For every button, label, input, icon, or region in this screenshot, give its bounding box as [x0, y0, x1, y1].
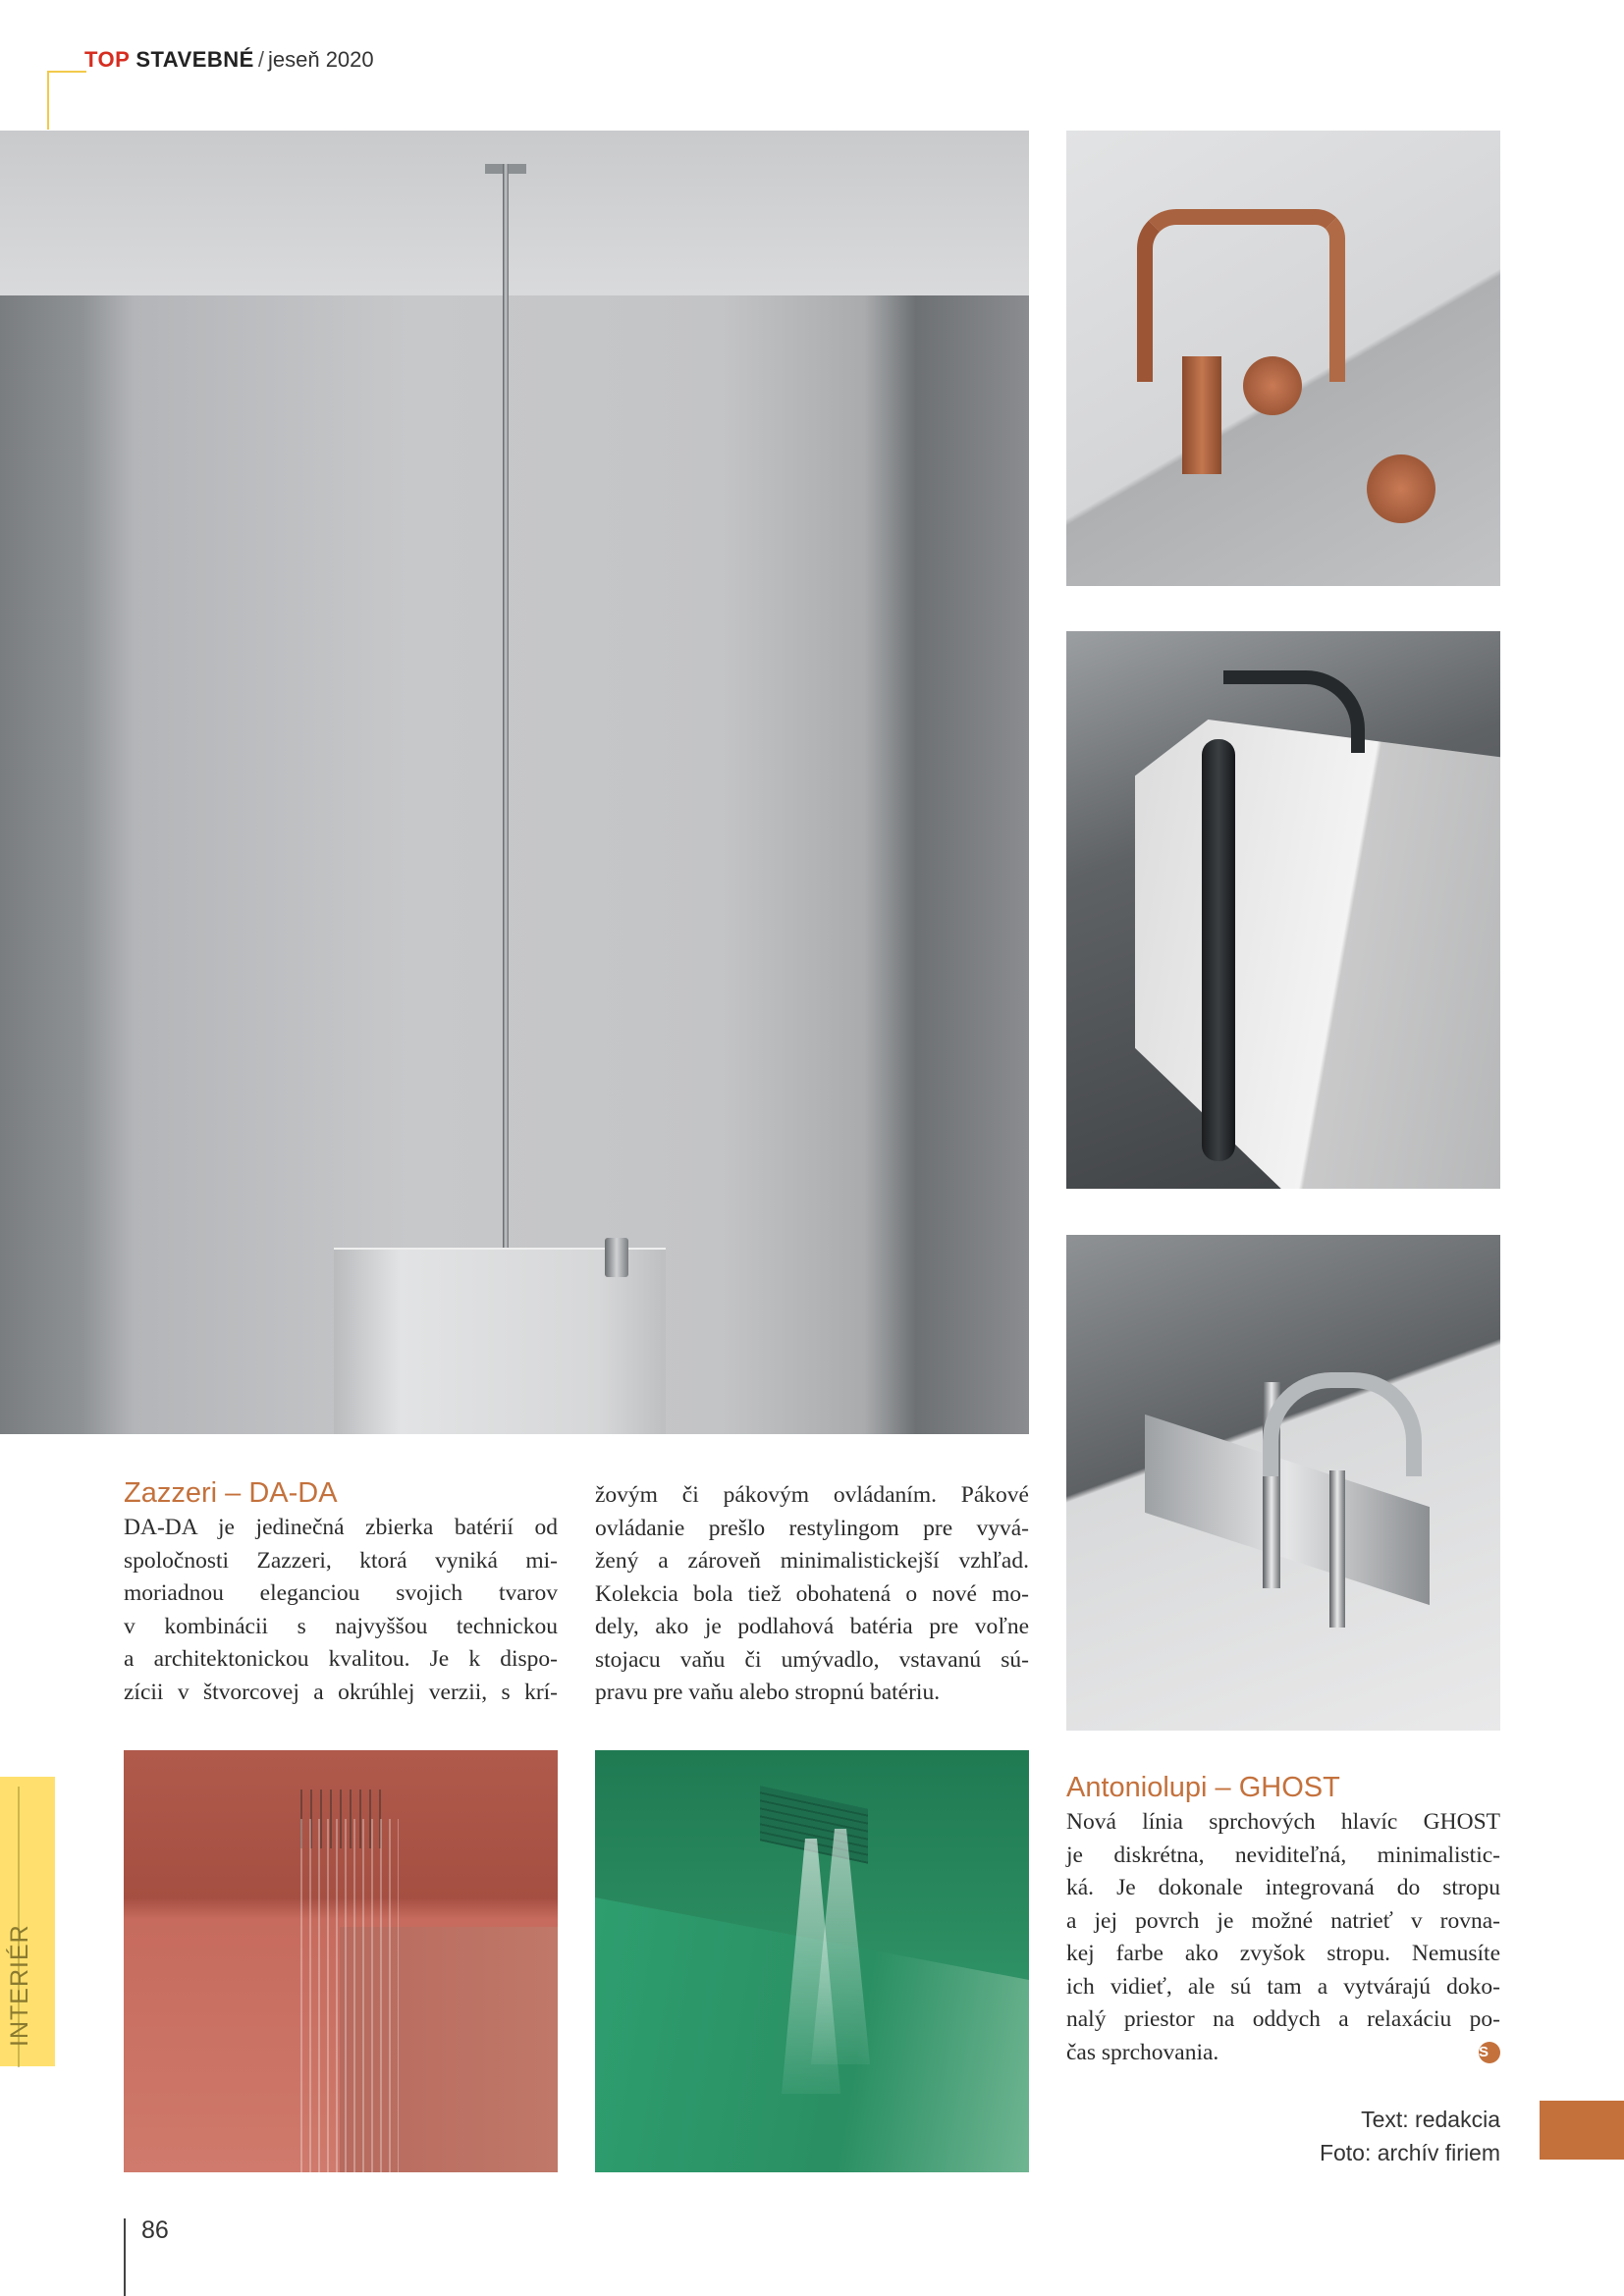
page-number-rule	[124, 2218, 126, 2296]
article-text-ghost	[1066, 1806, 1500, 2069]
text-line: zícii v štvorcovej a okrúhlej verzii, s krí-	[124, 1679, 558, 1705]
text-line: Nová línia sprchových hlavíc GHOST	[1066, 1809, 1500, 1835]
faucet-spout	[1263, 1372, 1422, 1476]
basin-block	[334, 1250, 666, 1434]
header-rule-vertical	[47, 71, 49, 130]
article-text-column-2	[595, 1479, 1029, 1710]
photo-copper-faucet	[1066, 131, 1500, 586]
page-number: 86	[141, 2216, 169, 2244]
text-line: ich vidieť, ale sú tam a vytvárajú doko-	[1066, 1973, 1500, 2000]
text-line-final	[1066, 2037, 1500, 2070]
text-line: kej farbe ako zvyšok stropu. Nemusíte	[1066, 1941, 1500, 1966]
water-spray	[300, 1819, 399, 2172]
credit-photo: Foto: archív firiem	[1319, 2140, 1500, 2165]
header-rule-horizontal	[47, 71, 86, 73]
text-line: ká. Je dokonale integrovaná do stropu	[1066, 1875, 1500, 1900]
text-line: je diskrétna, neviditeľná, minimalistic-	[1066, 1842, 1500, 1868]
text-line: stojacu vaňu či umývadlo, vstavanú sú-	[595, 1646, 1029, 1673]
text-line: žený a zároveň minimalistickejší vzhľad.	[595, 1548, 1029, 1574]
header-magazine: STAVEBNÉ	[135, 47, 254, 72]
header-issue: jeseň 2020	[267, 47, 374, 72]
header-top: TOP	[84, 47, 131, 72]
photo-ceiling	[0, 131, 1029, 295]
text-line: moriadnou eleganciou svojich tvarov	[124, 1580, 558, 1606]
photo-shower-red-ceiling	[124, 1750, 558, 2172]
text-line: žovým či pákovým ovládaním. Pákové	[595, 1482, 1029, 1508]
header-separator: /	[257, 47, 264, 72]
text-line: pravu pre vaňu alebo stropnú batériu.	[595, 1680, 941, 1705]
text-line: DA-DA je jedinečná zbierka batérií od	[124, 1515, 558, 1540]
article-heading-dada: Zazzeri – DA-DA	[124, 1477, 338, 1509]
faucet-knob	[1243, 356, 1302, 415]
faucet-column	[1202, 739, 1235, 1161]
article-text-column-1	[124, 1512, 558, 1709]
text-line: čas sprchovania.	[1066, 2039, 1219, 2065]
text-line: Kolekcia bola tiež obohatená o nové mo-	[595, 1580, 1029, 1607]
text-line: nalý priestor na oddych a relaxáciu po-	[1066, 2006, 1500, 2032]
section-tab-label: INTERIÉR	[6, 1924, 33, 2047]
photo-shower-green-ceiling	[595, 1750, 1029, 2172]
article-heading-ghost: Antoniolupi – GHOST	[1066, 1772, 1340, 1803]
text-line: spoločnosti Zazzeri, ktorá vyniká mi-	[124, 1547, 558, 1574]
text-line: dely, ako je podlahová batéria pre voľne	[595, 1614, 1029, 1639]
credit-text: Text: redakcia	[1361, 2107, 1500, 2132]
faucet-arm	[1223, 670, 1365, 753]
photo-chrome-bath-set	[1066, 1235, 1500, 1731]
text-line: ovládanie prešlo restylingom pre vyvá-	[595, 1515, 1029, 1541]
credits	[1320, 2103, 1500, 2169]
faucet-pipe	[503, 164, 509, 1308]
photo-black-freestanding-faucet	[1066, 631, 1500, 1189]
hand-shower	[1329, 1470, 1345, 1628]
running-header	[84, 47, 374, 73]
faucet-knob	[1367, 454, 1435, 523]
bath-block	[1135, 720, 1500, 1189]
faucet-spout	[1137, 209, 1345, 382]
text-line: v kombinácii s najvyššou technickou	[124, 1613, 558, 1639]
photo-ceiling-faucet	[0, 131, 1029, 1434]
page-edge-tab	[1540, 2101, 1624, 2160]
end-of-article-icon: S	[1479, 2042, 1500, 2063]
text-line: a jej povrch je možné natrieť v rovna-	[1066, 1907, 1500, 1934]
basin-tap	[605, 1238, 628, 1277]
text-line: a architektonickou kvalitou. Je k dispo-	[124, 1646, 558, 1672]
